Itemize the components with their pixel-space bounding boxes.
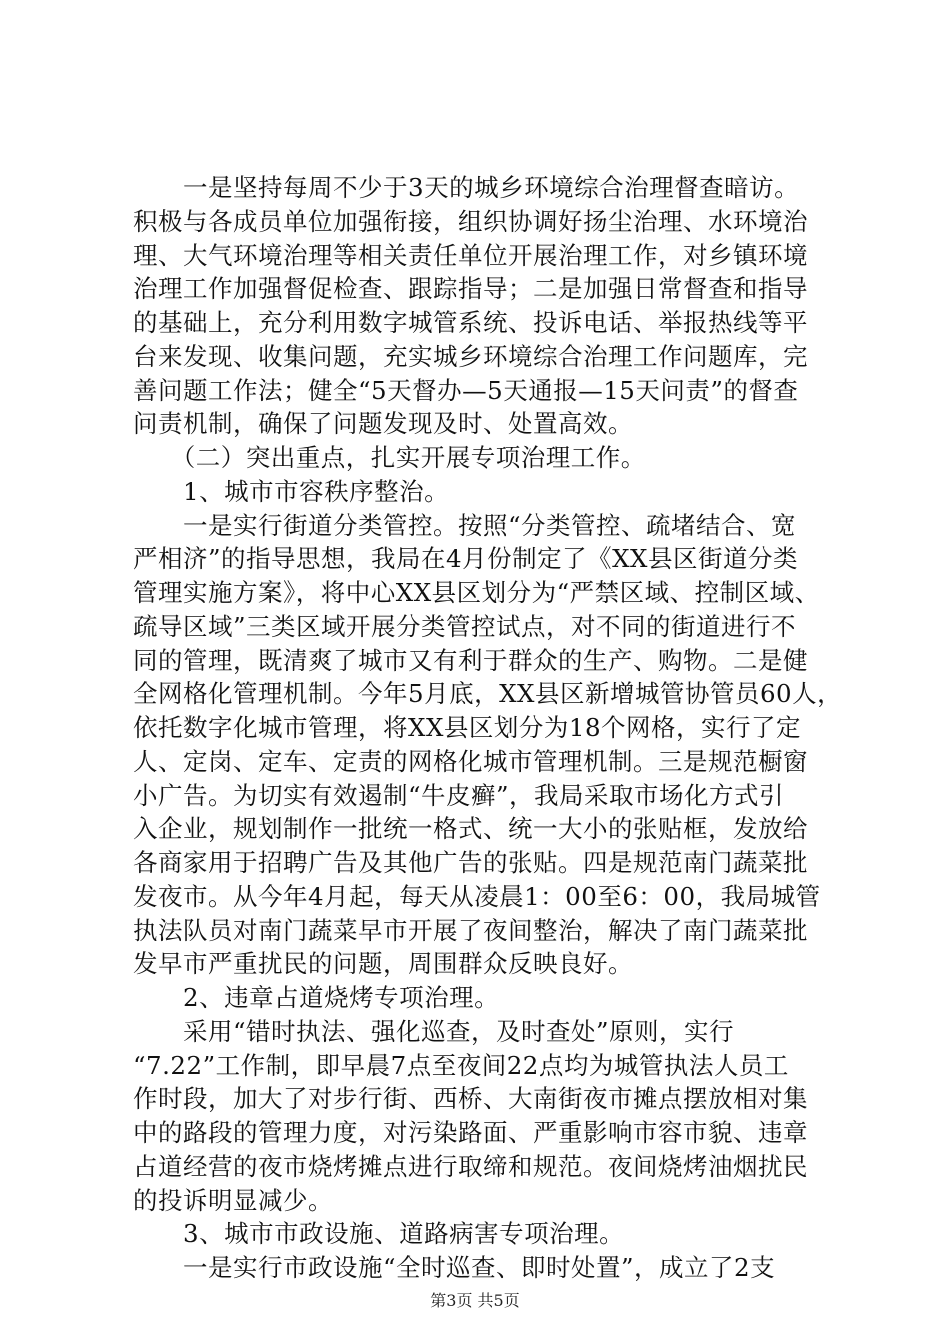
body-text-line: 一是坚持每周不少于3天的城乡环境综合治理督查暗访。 xyxy=(133,173,800,202)
body-text-line: 发早市严重扰民的问题，周围群众反映良好。 xyxy=(133,949,633,978)
body-text-line: 严相济”的指导思想，我局在4月份制定了《XX县区街道分类 xyxy=(133,544,798,573)
body-text-line: 的基础上，充分利用数字城管系统、投诉电话、举报热线等平 xyxy=(133,308,808,337)
body-text-line: 各商家用于招聘广告及其他广告的张贴。四是规范南门蔬菜批 xyxy=(133,848,808,877)
body-text-line: 的投诉明显减少。 xyxy=(133,1186,333,1215)
body-text-line: 疏导区域”三类区域开展分类管控试点，对不同的街道进行不 xyxy=(133,612,797,641)
body-text-line: 理、大气环境治理等相关责任单位开展治理工作，对乡镇环境 xyxy=(133,241,808,270)
body-text-line: 占道经营的夜市烧烤摊点进行取缔和规范。夜间烧烤油烟扰民 xyxy=(133,1152,808,1181)
body-text-line: 台来发现、收集问题，充实城乡环境综合治理工作问题库，完 xyxy=(133,342,808,371)
body-text-line: 管理实施方案》，将中心XX县区划分为“严禁区域、控制区域、 xyxy=(133,578,820,607)
body-text-line: 人、定岗、定车、定责的网格化城市管理机制。三是规范橱窗 xyxy=(133,747,808,776)
body-text-line: 采用“错时执法、强化巡查，及时查处”原则，实行 xyxy=(133,1017,735,1046)
body-text-line: 入企业，规划制作一批统一格式、统一大小的张贴框，发放给 xyxy=(133,814,808,843)
body-text-line: 问责机制，确保了问题发现及时、处置高效。 xyxy=(133,409,633,438)
body-text-line: 一是实行街道分类管控。按照“分类管控、疏堵结合、宽 xyxy=(133,511,797,540)
body-text-line: 发夜市。从今年4月起，每天从凌晨1：00至6：00，我局城管 xyxy=(133,882,821,911)
subsection-heading: 1、城市市容秩序整治。 xyxy=(133,477,450,506)
body-text-line: 执法队员对南门蔬菜早市开展了夜间整治，解决了南门蔬菜批 xyxy=(133,916,808,945)
body-text-line: 依托数字化城市管理，将XX县区划分为18个网格，实行了定 xyxy=(133,713,802,742)
body-text-line: 全网格化管理机制。今年5月底，XX县区新增城管协管员60人， xyxy=(133,679,843,708)
body-text-line: 同的管理，既清爽了城市又有利于群众的生产、购物。二是健 xyxy=(133,646,808,675)
body-text-line: 作时段，加大了对步行街、西桥、大南街夜市摊点摆放相对集 xyxy=(133,1084,808,1113)
body-text-line: 善问题工作法；健全“5天督办—5天通报—15天问责”的督查 xyxy=(133,376,799,405)
body-text-line: 小广告。为切实有效遏制“牛皮癣”，我局采取市场化方式引 xyxy=(133,781,785,810)
body-text-line: 中的路段的管理力度，对污染路面、严重影响市容市貌、违章 xyxy=(133,1118,808,1147)
page-footer: 第3页 共5页 xyxy=(430,1291,520,1310)
body-text-line: “7.22”工作制，即早晨7点至夜间22点均为城管执法人员工 xyxy=(133,1051,789,1080)
subsection-heading: 3、城市市政设施、道路病害专项治理。 xyxy=(133,1219,625,1248)
body-text-line: 积极与各成员单位加强衔接，组织协调好扬尘治理、水环境治 xyxy=(133,207,808,236)
subsection-heading: 2、违章占道烧烤专项治理。 xyxy=(133,983,500,1012)
body-text-line: 一是实行市政设施“全时巡查、即时处置”，成立了2支 xyxy=(133,1253,776,1282)
section-heading: （二）突出重点，扎实开展专项治理工作。 xyxy=(133,443,646,472)
body-text-line: 治理工作加强督促检查、跟踪指导；二是加强日常督查和指导 xyxy=(133,274,808,303)
